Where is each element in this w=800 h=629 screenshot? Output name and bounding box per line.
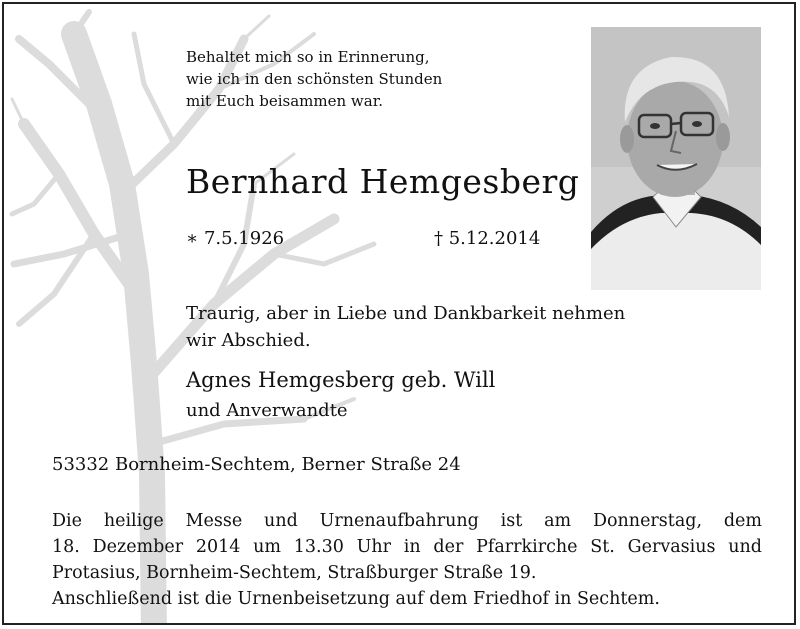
service-line: 18. Dezember 2014 um 13.30 Uhr in der Pfarrkirche St. Gervasius und xyxy=(52,537,762,557)
poem-line: wie ich in den schönsten Stunden xyxy=(186,70,443,88)
service-line: Anschließend ist die Urnenbeisetzung auf dem Friedhof in Sechtem. xyxy=(52,589,660,609)
farewell-text xyxy=(186,300,625,354)
portrait-photo xyxy=(591,27,761,290)
poem-line: Behaltet mich so in Erinnerung, xyxy=(186,48,430,66)
death-date: † 5.12.2014 xyxy=(434,228,541,249)
farewell-line: Traurig, aber in Liebe und Dankbarkeit nehmen xyxy=(186,303,626,324)
mourner-address: 53332 Bornheim-Sechtem, Berner Straße 24 xyxy=(52,454,461,475)
memorial-poem xyxy=(186,46,442,112)
relatives-label: und Anverwandte xyxy=(186,400,348,421)
poem-line: mit Euch beisammen war. xyxy=(186,92,383,110)
birth-date: ∗ 7.5.1926 xyxy=(186,228,285,249)
service-announcement xyxy=(52,508,762,612)
deceased-name: Bernhard Hemgesberg xyxy=(186,162,580,201)
farewell-line: wir Abschied. xyxy=(186,330,311,351)
obituary-frame xyxy=(2,2,796,625)
service-line: Die heilige Messe und Urnenaufbahrung ist am Donnerstag, dem xyxy=(52,511,762,531)
service-line: Protasius, Bornheim-Sechtem, Straßburger Straße 19. xyxy=(52,563,537,583)
mourner-name: Agnes Hemgesberg geb. Will xyxy=(186,368,496,392)
